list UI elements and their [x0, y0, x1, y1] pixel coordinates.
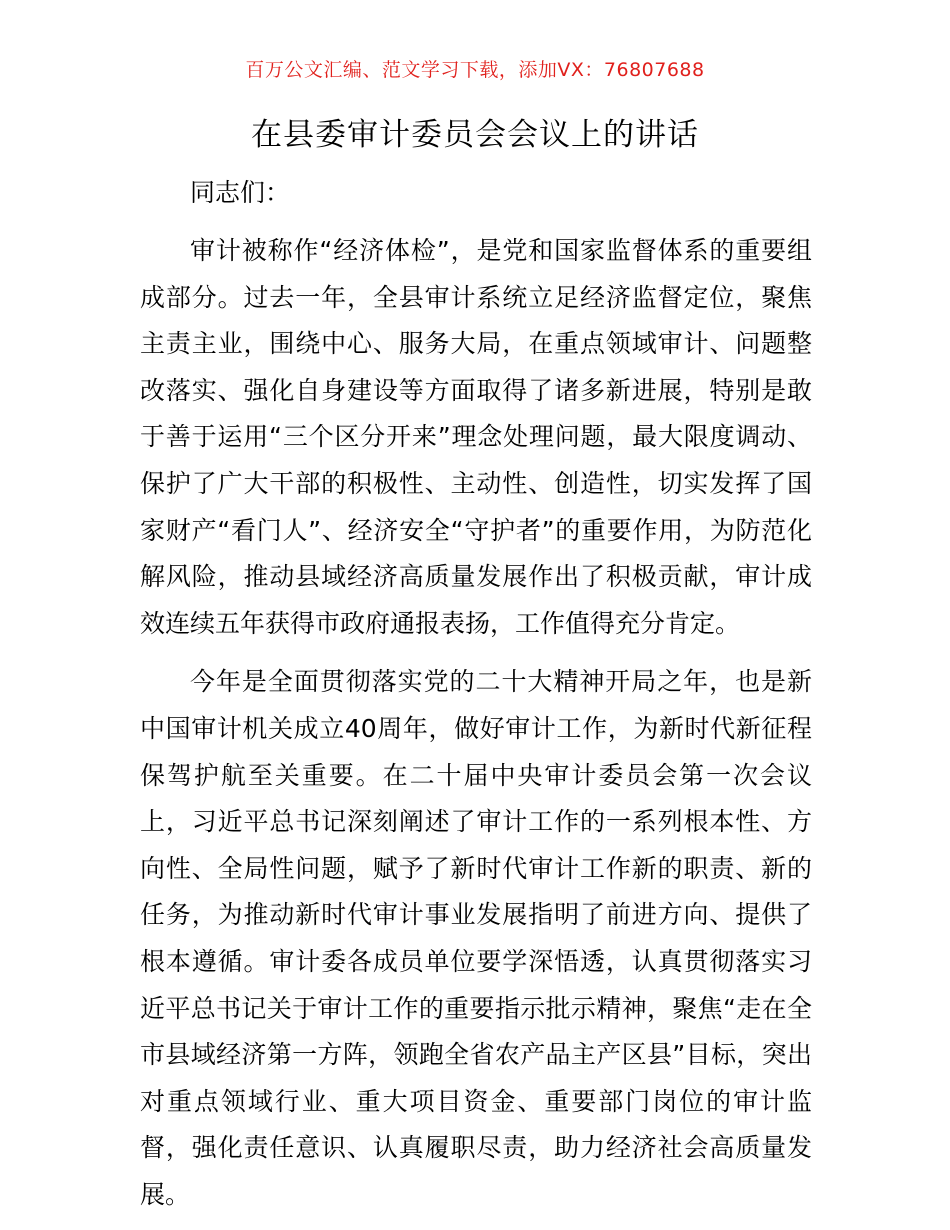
salutation: 同志们：	[190, 178, 291, 207]
document-body	[140, 170, 812, 1218]
header-watermark-note: 百万公文汇编、范文学习下载，添加VX：76807688	[245, 59, 705, 81]
document-title: 在县委审计委员会会议上的讲话	[251, 117, 699, 153]
paragraph-1: 审计被称作“经济体检”，是党和国家监督体系的重要组成部分。过去一年，全县审计系统立足经济监督定位，聚焦主责主业，围绕中心、服务大局，在重点领域审计、问题整改落实、强化自身建设等方面取得了诸多新进展，特别是敢于善于运用“三个区分开来”理念处理问题，最大限度调动、保护了广大干部的积极性、主动性、创造性，切实发挥了国家财产“看门人”、经济安全“守护者”的重要作用，为防范化解风险，推动县域经济高质量发展作出了积极贡献，审计成效连续五年获得市政府通报表扬，工作值得充分肯定。	[140, 236, 812, 638]
paragraph-2: 今年是全面贯彻落实党的二十大精神开局之年，也是新中国审计机关成立40周年，做好审计工作，为新时代新征程保驾护航至关重要。在二十届中央审计委员会第一次会议上，习近平总书记深刻阐述了审计工作的一系列根本性、方向性、全局性问题，赋予了新时代审计工作新的职责、新的任务，为推动新时代审计事业发展指明了前进方向、提供了根本遵循。审计委各成员单位要学深悟透，认真贯彻落实习近平总书记关于审计工作的重要指示批示精神，聚焦“走在全市县域经济第一方阵，领跑全省农产品主产区县”目标，突出对重点领域行业、重大项目资金、重要部门岗位的审计监督，强化责任意识、认真履职尽责，助力经济社会高质量发展。	[140, 667, 812, 1209]
